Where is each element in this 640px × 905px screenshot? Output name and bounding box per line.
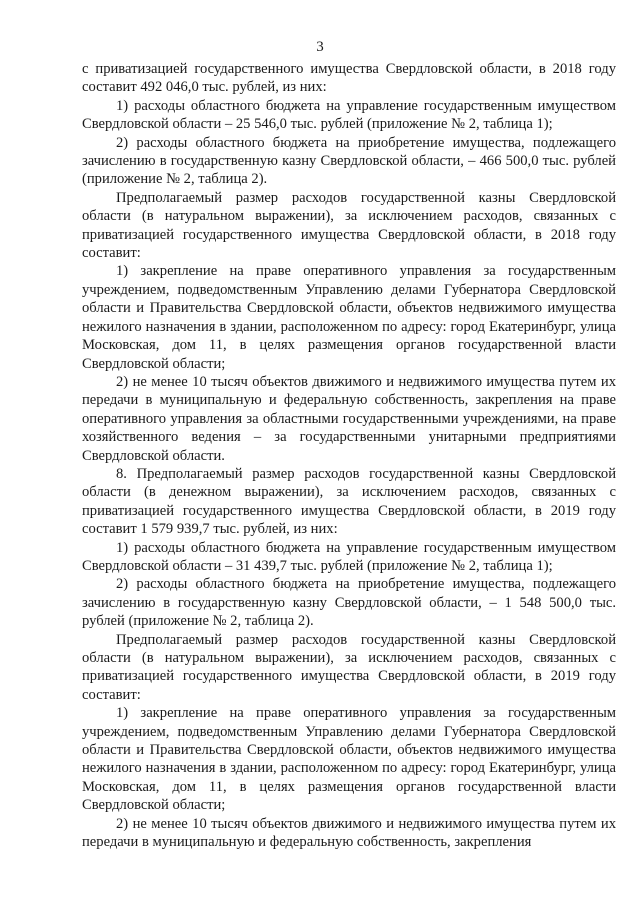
paragraph-2018-management-expenses: 1) расходы областного бюджета на управление государственным имуществом Свердловской области – 25 546,0 тыс. рублей (приложение № 2, таблица 1); [82,97,616,133]
paragraph-2019-management-expenses: 1) расходы областного бюджета на управление государственным имуществом Свердловской области – 31 439,7 тыс. рублей (приложение № 2, таблица 1); [82,539,616,574]
paragraph-item-8-2019-monetary: 8. Предполагаемый размер расходов государственной казны Свердловской области (в денежном выражении), за исключением расходов, связанных с приватизацией государственного имущества Свердловской области, в 2019 году составит 1 579 939,7 тыс. рублей, из них: [82,465,616,538]
paragraph-2018-transfer-objects: 2) не менее 10 тысяч объектов движимого и недвижимого имущества путем их передачи в муниципальную и федеральную собственность, закрепления на праве оперативного управления за областными государственными учреждениями, на праве хозяйственного ведения – за государственными унитарными предприятиями Свердловской области. [82,373,616,464]
paragraph-2019-operational-management: 1) закрепление на праве оперативного управления за государственным учреждением, подведомственным Управлению делами Губернатора Свердловской области и Правительства Свердловской области, объектов недвижимого имущества нежилого назначения в здании, расположенном по адресу: город Екатеринбург, улица Московская, дом 11, в целях размещения органов государственной власти Свердловской области; [82,705,616,814]
page-number: 3 [316,39,324,55]
paragraph-2018-natural-expenses: Предполагаемый размер расходов государственной казны Свердловской области (в натуральном выражении), за исключением расходов, связанных с приватизацией государственного имущества Свердловской области, в 2018 году составит: [82,189,616,262]
paragraph-2018-acquisition-expenses: 2) расходы областного бюджета на приобретение имущества, подлежащего зачислению в государственную казну Свердловской области, – 466 500,0 тыс. рублей (приложение № 2, таблица 2). [82,134,616,188]
paragraph-2019-natural-expenses: Предполагаемый размер расходов государственной казны Свердловской области (в натуральном выражении), за исключением расходов, связанных с приватизацией государственного имущества Свердловской области, в 2019 году составит: [82,631,616,703]
paragraph-2018-operational-management: 1) закрепление на праве оперативного управления за государственным учреждением, подведомственным Управлению делами Губернатора Свердловской области и Правительства Свердловской области, объектов недвижимого имущества нежилого назначения в здании, расположенном по адресу: город Екатеринбург, улица Московская, дом 11, в целях размещения органов государственной власти Свердловской области; [82,263,616,372]
document-body [82,60,616,851]
paragraph-2019-transfer-objects: 2) не менее 10 тысяч объектов движимого и недвижимого имущества путем их передачи в муниципальную и федеральную собственность, закрепления [82,815,616,851]
paragraph-2019-acquisition-expenses: 2) расходы областного бюджета на приобретение имущества, подлежащего зачислению в государственную казну Свердловской области, – 1 548 500,0 тыс. рублей (приложение № 2, таблица 2). [82,576,616,630]
paragraph-continuation: с приватизацией государственного имущества Свердловской области, в 2018 году составит 492 046,0 тыс. рублей, из них: [82,61,616,96]
